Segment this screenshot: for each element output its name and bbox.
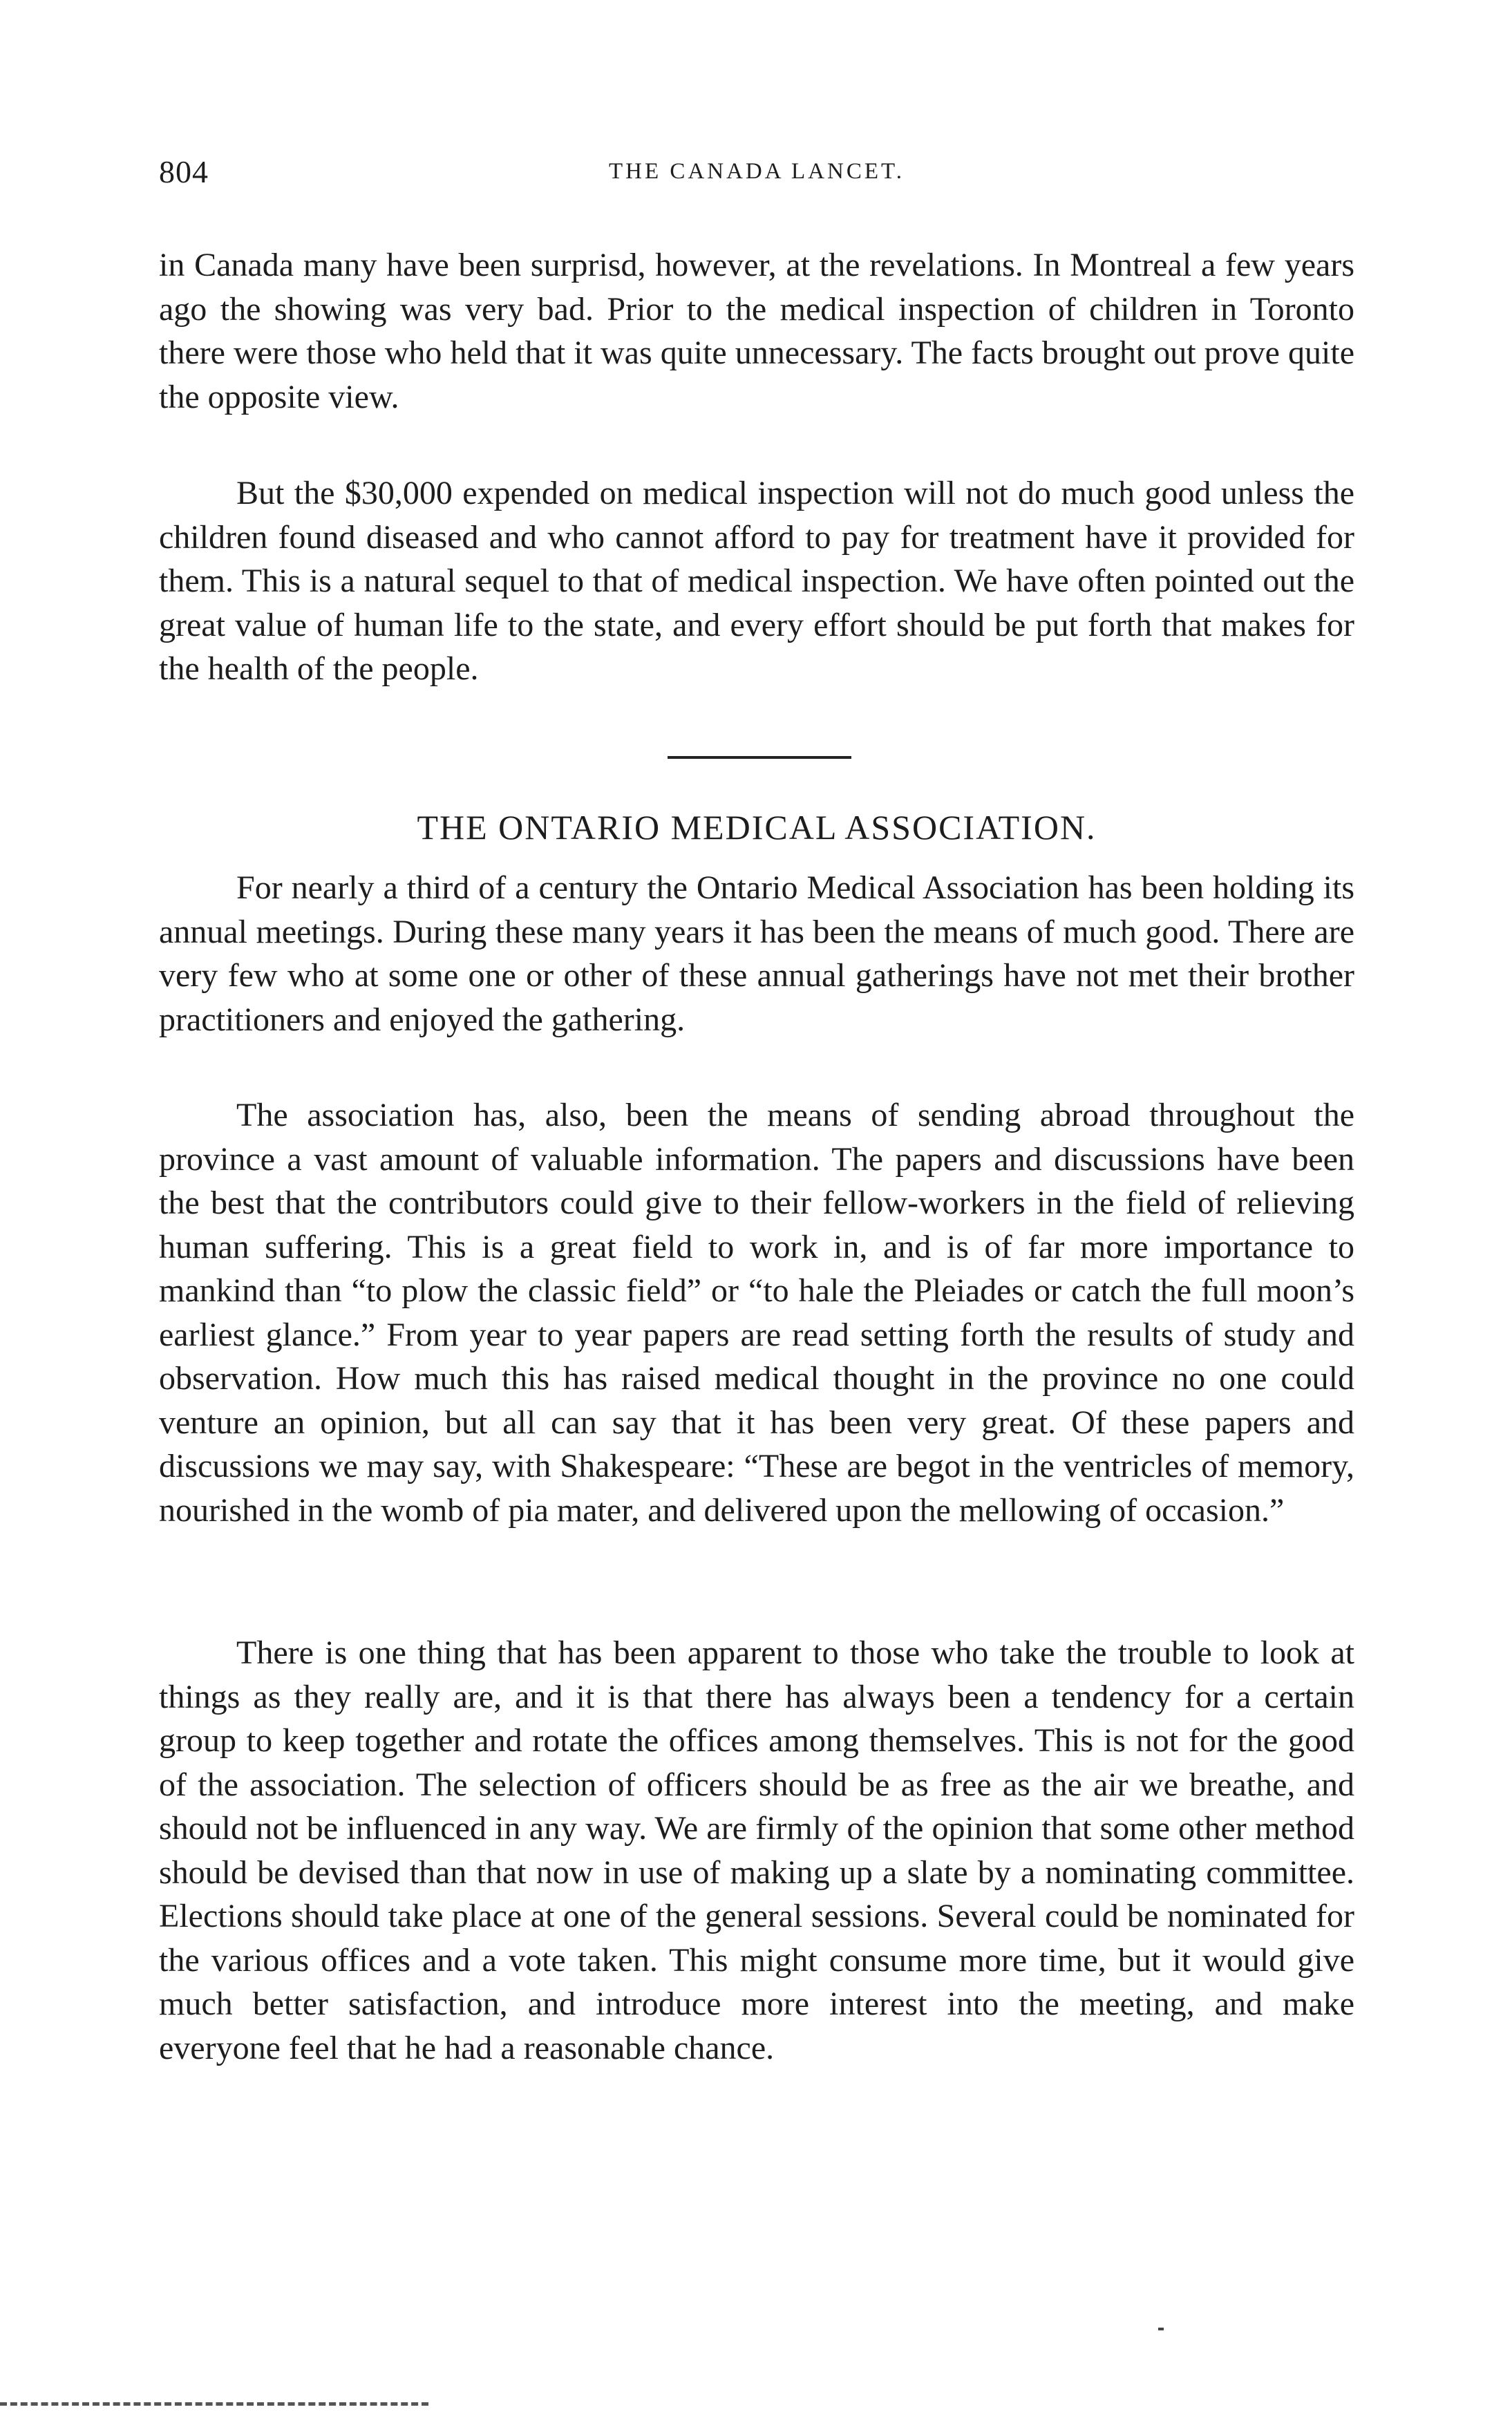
scan-bottom-edge [0, 2402, 428, 2406]
section-divider [668, 756, 851, 759]
page-header [159, 153, 1354, 202]
running-head: THE CANADA LANCET. [609, 159, 905, 184]
paragraph-medical-inspection-cost: But the $30,000 expended on medical inspection will not do much good unless the children found diseased and who cannot afford to pay for treatment have it provided for them. This is a natural sequel to that of medical inspection. We have often pointed out the great value of human life to the state, and every effort should be put forth that makes for the health of the people. [159, 475, 1354, 687]
paragraph-officer-elections: There is one thing that has been apparent to those who take the trouble to look at things as they really are, and it is that there has always been a tendency for a certain group to keep together and rotate the offices among themselves. This is not for the good of the association. The selection of officers should be as free as the air we breathe, and should not be influenced in any way. We are firmly of the opinion that some other method should be devised than that now in use of making up a slate by a nominating committee. Elections should take place at one of the general sessions. Several could be nominated for the various offices and a vote taken. This might consume more time, but it would give much better satisfaction, and introduce more interest into the meeting, and make everyone feel that he had a reasonable chance. [159, 1634, 1354, 2066]
page-number: 804 [159, 154, 209, 189]
scan-speck [1158, 2328, 1164, 2330]
paragraph-continued: in Canada many have been surprisd, however, at the revelations. In Montreal a few years ago the showing was very bad. Prior to the medical inspection of children in Toronto there were those who held that it was quite unnecessary. The facts brought out prove quite the opposite view. [159, 247, 1354, 415]
paragraph-association-history: For nearly a third of a century the Ontario Medical Association has been holding its annual meetings. During these many years it has been the means of much good. There are very few who at some one or other of these annual gatherings have not met their brother practitioners and enjoyed the gathering. [159, 869, 1354, 1038]
section-title: THE ONTARIO MEDICAL ASSOCIATION. [417, 808, 1097, 847]
paragraph-association-information: The association has, also, been the means of sending abroad throughout the province a vast amount of valuable information. The papers and discussions have been the best that the contributors could give to their fellow-workers in the field of relieving human suffering. This is a great field to work in, and is of far more importance to mankind than “to plow the classic field” or “to hale the Pleiades or catch the full moon’s earliest glance.” From year to year papers are read setting forth the results of study and observation. How much this has raised medical thought in the province no one could venture an opinion, but all can say that it has been very great. Of these papers and discussions we may say, with Shakespeare: “These are begot in the ventricles of memory, nourished in the womb of pia mater, and delivered upon the mellowing of occasion.” [159, 1097, 1354, 1529]
